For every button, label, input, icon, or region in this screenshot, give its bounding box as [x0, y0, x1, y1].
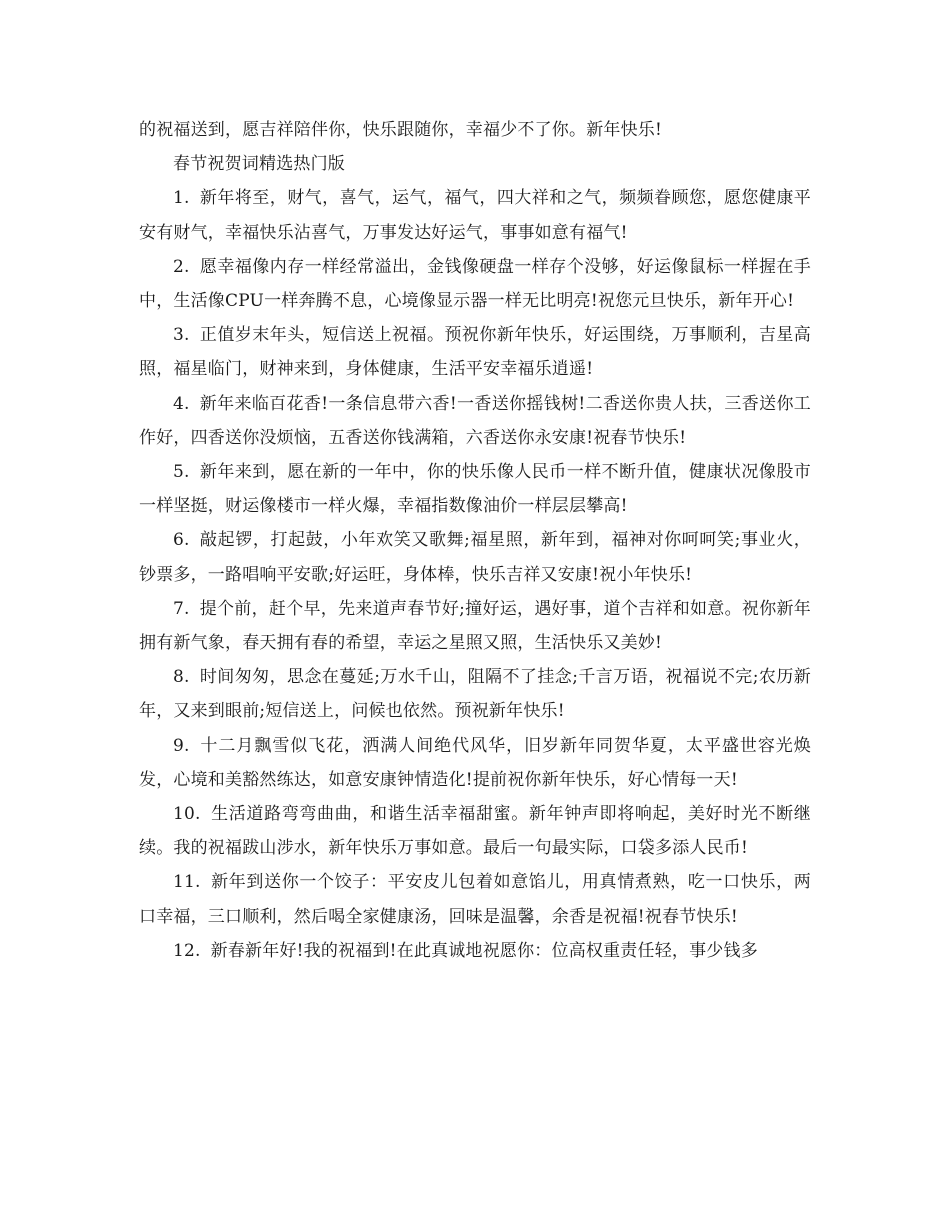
item-text: 新年来到，愿在新的一年中，你的快乐像人民币一样不断升值，健康状况像股市一样坚挺，财运像楼市一样火爆，幸福指数像油价一样层层攀高! — [139, 462, 811, 517]
item-number: 8. — [173, 667, 190, 688]
item-number: 7. — [173, 598, 190, 619]
item-text: 敲起锣，打起鼓，小年欢笑又歌舞;福星照，新年到，福神对你呵呵笑;事业火，钞票多，一路唱响平安歌;好运旺，身体棒，快乐吉祥又安康!祝小年快乐! — [139, 530, 811, 585]
list-item — [139, 865, 811, 933]
continuation-paragraph: 的祝福送到，愿吉祥陪伴你，快乐跟随你，幸福少不了你。新年快乐! — [139, 120, 663, 140]
list-item — [139, 660, 811, 728]
list-item — [139, 318, 811, 386]
document-body — [139, 113, 811, 968]
item-number: 10. — [173, 804, 201, 825]
list-item — [139, 250, 811, 318]
section-heading: 春节祝贺词精选热门版 — [173, 154, 345, 175]
list-item — [139, 387, 811, 455]
list-item — [139, 934, 811, 968]
item-text: 新年将至，财气，喜气，运气，福气，四大祥和之气，频频眷顾您，愿您健康平安有财气，幸福快乐沾喜气，万事发达好运气，事事如意有福气! — [139, 188, 811, 243]
item-text: 十二月飘雪似飞花，洒满人间绝代风华，旧岁新年同贺华夏，太平盛世容光焕发，心境和美豁然练达，如意安康钟情造化!提前祝你新年快乐，好心情每一天! — [139, 735, 811, 790]
item-number: 1. — [173, 188, 190, 209]
item-text: 新年来临百花香!一条信息带六香!一香送你摇钱树!二香送你贵人扶，三香送你工作好，四香送你没烦恼，五香送你钱满箱，六香送你永安康!祝春节快乐! — [139, 393, 811, 448]
item-number: 12. — [173, 940, 201, 961]
list-item — [139, 729, 811, 797]
item-text: 正值岁末年头，短信送上祝福。预祝你新年快乐，好运围绕，万事顺利，吉星高照，福星临门，财神来到，身体健康，生活平安幸福乐逍遥! — [139, 325, 811, 380]
item-text: 时间匆匆，思念在蔓延;万水千山，阻隔不了挂念;千言万语，祝福说不完;农历新年，又来到眼前;短信送上，问候也依然。预祝新年快乐! — [139, 667, 811, 722]
item-number: 9. — [173, 735, 190, 756]
item-text: 提个前，赶个早，先来道声春节好;撞好运，遇好事，道个吉祥和如意。祝你新年拥有新气象，春天拥有春的希望，幸运之星照又照，生活快乐又美妙! — [139, 598, 811, 654]
item-number: 6. — [173, 530, 190, 551]
item-number: 4. — [173, 393, 190, 414]
item-text: 愿幸福像内存一样经常溢出，金钱像硬盘一样存个没够，好运像鼠标一样握在手中，生活像CPU一样奔腾不息，心境像显示器一样无比明亮!祝您元旦快乐，新年开心! — [139, 256, 811, 312]
item-text: 生活道路弯弯曲曲，和谐生活幸福甜蜜。新年钟声即将响起，美好时光不断继续。我的祝福跋山涉水，新年快乐万事如意。最后一句最实际，口袋多添人民币! — [139, 804, 811, 859]
item-number: 5. — [173, 462, 190, 483]
list-item — [139, 455, 811, 523]
item-text: 新春新年好!我的祝福到!在此真诚地祝愿你：位高权重责任轻，事少钱多 — [210, 940, 758, 961]
item-text: 新年到送你一个饺子：平安皮儿包着如意馅儿，用真情煮熟，吃一口快乐，两口幸福，三口顺利，然后喝全家健康汤，回味是温馨，余香是祝福!祝春节快乐! — [139, 872, 811, 927]
list-item — [139, 797, 811, 865]
item-number: 2. — [173, 256, 190, 277]
list-item — [139, 181, 811, 249]
list-item — [139, 592, 811, 660]
item-number: 3. — [173, 325, 190, 346]
item-number: 11. — [173, 872, 201, 893]
list-item — [139, 523, 811, 591]
